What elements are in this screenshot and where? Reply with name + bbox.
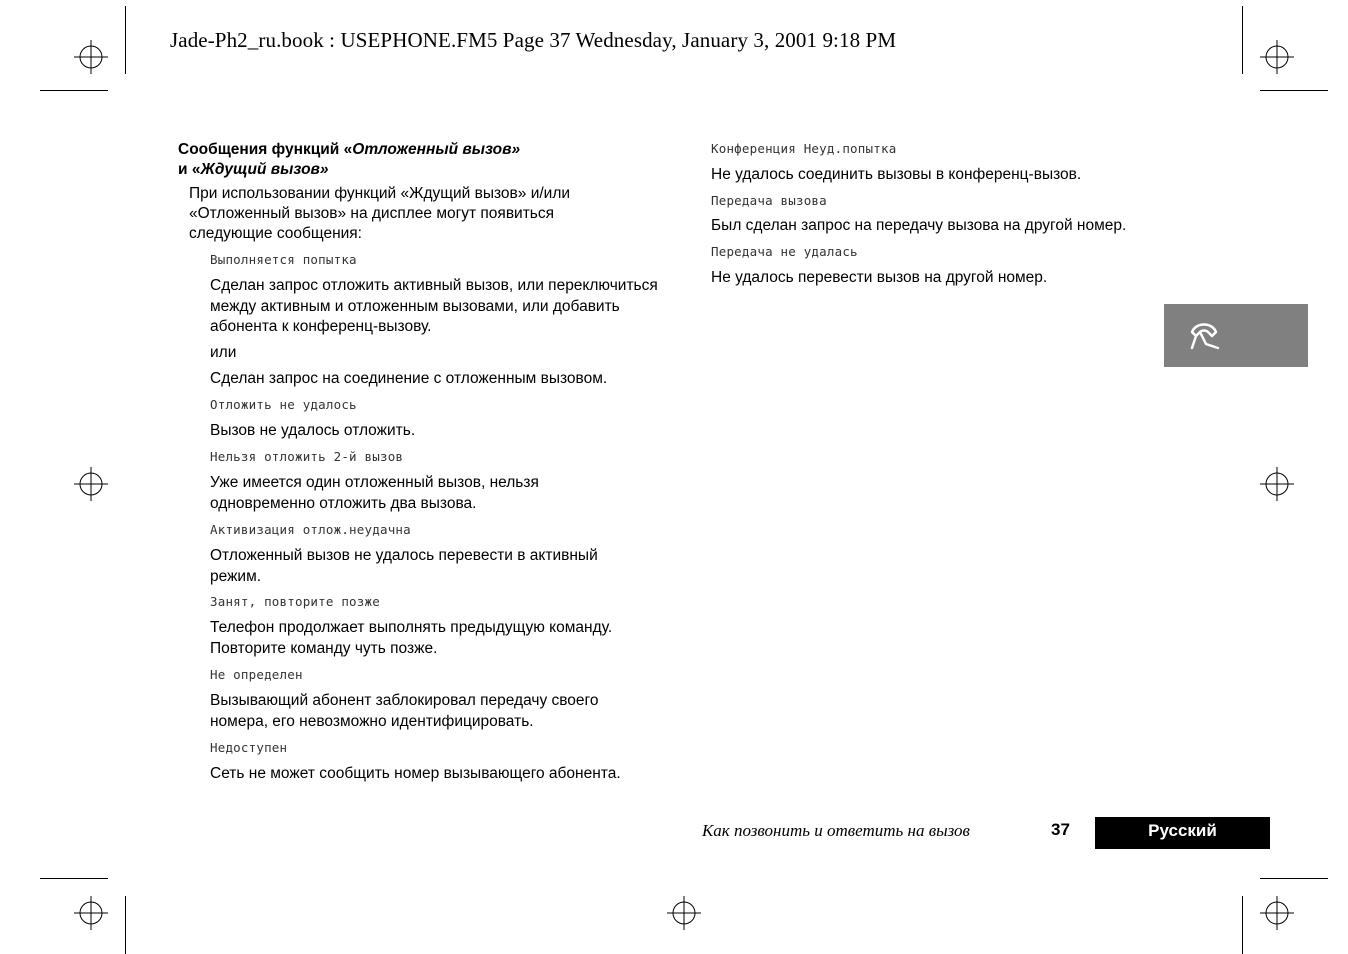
display-message: Выполняется попытка bbox=[210, 252, 357, 267]
crop-mark bbox=[125, 896, 126, 954]
crop-mark bbox=[40, 878, 108, 879]
title-text: и « bbox=[178, 161, 201, 178]
display-message: Нельзя отложить 2-й вызов bbox=[210, 449, 404, 464]
section-title bbox=[178, 140, 598, 180]
registration-mark-icon bbox=[74, 467, 108, 501]
registration-mark-icon bbox=[667, 896, 701, 930]
crop-mark bbox=[40, 90, 108, 91]
crop-mark bbox=[1242, 6, 1243, 74]
display-message: Активизация отлож.неудачна bbox=[210, 522, 411, 537]
chapter-tab bbox=[1164, 304, 1308, 367]
title-text: Сообщения функций « bbox=[178, 141, 353, 158]
display-message: Передача не удалась bbox=[711, 244, 858, 259]
message-description: Уже имеется один отложенный вызов, нельзя одновременно отложить два вызова. bbox=[210, 474, 539, 512]
message-description: Телефон продолжает выполнять предыдущую команду. Повторите команду чуть позже. bbox=[210, 619, 613, 657]
registration-mark-icon bbox=[1260, 896, 1294, 930]
language-label: Русский bbox=[1095, 817, 1270, 849]
crop-mark bbox=[125, 6, 126, 74]
phone-handset-icon bbox=[1186, 318, 1222, 354]
footer-chapter-title: Как позвонить и ответить на вызов bbox=[702, 821, 970, 840]
message-description: Вызов не удалось отложить. bbox=[210, 422, 416, 439]
page-header: Jade-Ph2_ru.book : USEPHONE.FM5 Page 37 Wednesday, January 3, 2001 9:18 PM bbox=[170, 28, 897, 52]
display-message: Недоступен bbox=[210, 740, 288, 755]
registration-mark-icon bbox=[1260, 40, 1294, 74]
message-description: Не удалось соединить вызовы в конференц-вызов. bbox=[711, 166, 1082, 183]
registration-mark-icon bbox=[74, 40, 108, 74]
title-italic: Ждущий вызов» bbox=[200, 161, 329, 178]
message-description: Отложенный вызов не удалось перевести в активный режим. bbox=[210, 547, 598, 585]
message-description: Вызывающий абонент заблокировал передачу своего номера, его невозможно идентифицировать. bbox=[210, 692, 599, 730]
display-message: Отложить не удалось bbox=[210, 397, 357, 412]
crop-mark bbox=[1260, 878, 1328, 879]
message-description: Не удалось перевести вызов на другой номер. bbox=[711, 269, 1048, 286]
display-message: Конференция Неуд.попытка bbox=[711, 141, 897, 156]
registration-mark-icon bbox=[1260, 467, 1294, 501]
message-description: Был сделан запрос на передачу вызова на другой номер. bbox=[711, 217, 1127, 234]
display-message: Не определен bbox=[210, 667, 303, 682]
registration-mark-icon bbox=[74, 896, 108, 930]
crop-mark bbox=[1242, 896, 1243, 954]
message-description: Сеть не может сообщить номер вызывающего абонента. bbox=[210, 765, 621, 782]
display-message: Занят, повторите позже bbox=[210, 594, 380, 609]
section-intro: При использовании функций «Ждущий вызов» и/или «Отложенный вызов» на дисплее могут появиться следующие сообщения: bbox=[189, 185, 571, 242]
crop-mark bbox=[1260, 90, 1328, 91]
title-italic: Отложенный вызов» bbox=[352, 141, 521, 158]
message-description: или bbox=[210, 344, 237, 361]
display-message: Передача вызова bbox=[711, 193, 827, 208]
page-number: 37 bbox=[1051, 820, 1070, 839]
message-description: Сделан запрос отложить активный вызов, или переключиться между активным и отложенным вызовами, или добавить абонента к конференц-вызову. bbox=[210, 277, 658, 335]
message-description: Сделан запрос на соединение с отложенным вызовом. bbox=[210, 370, 608, 387]
